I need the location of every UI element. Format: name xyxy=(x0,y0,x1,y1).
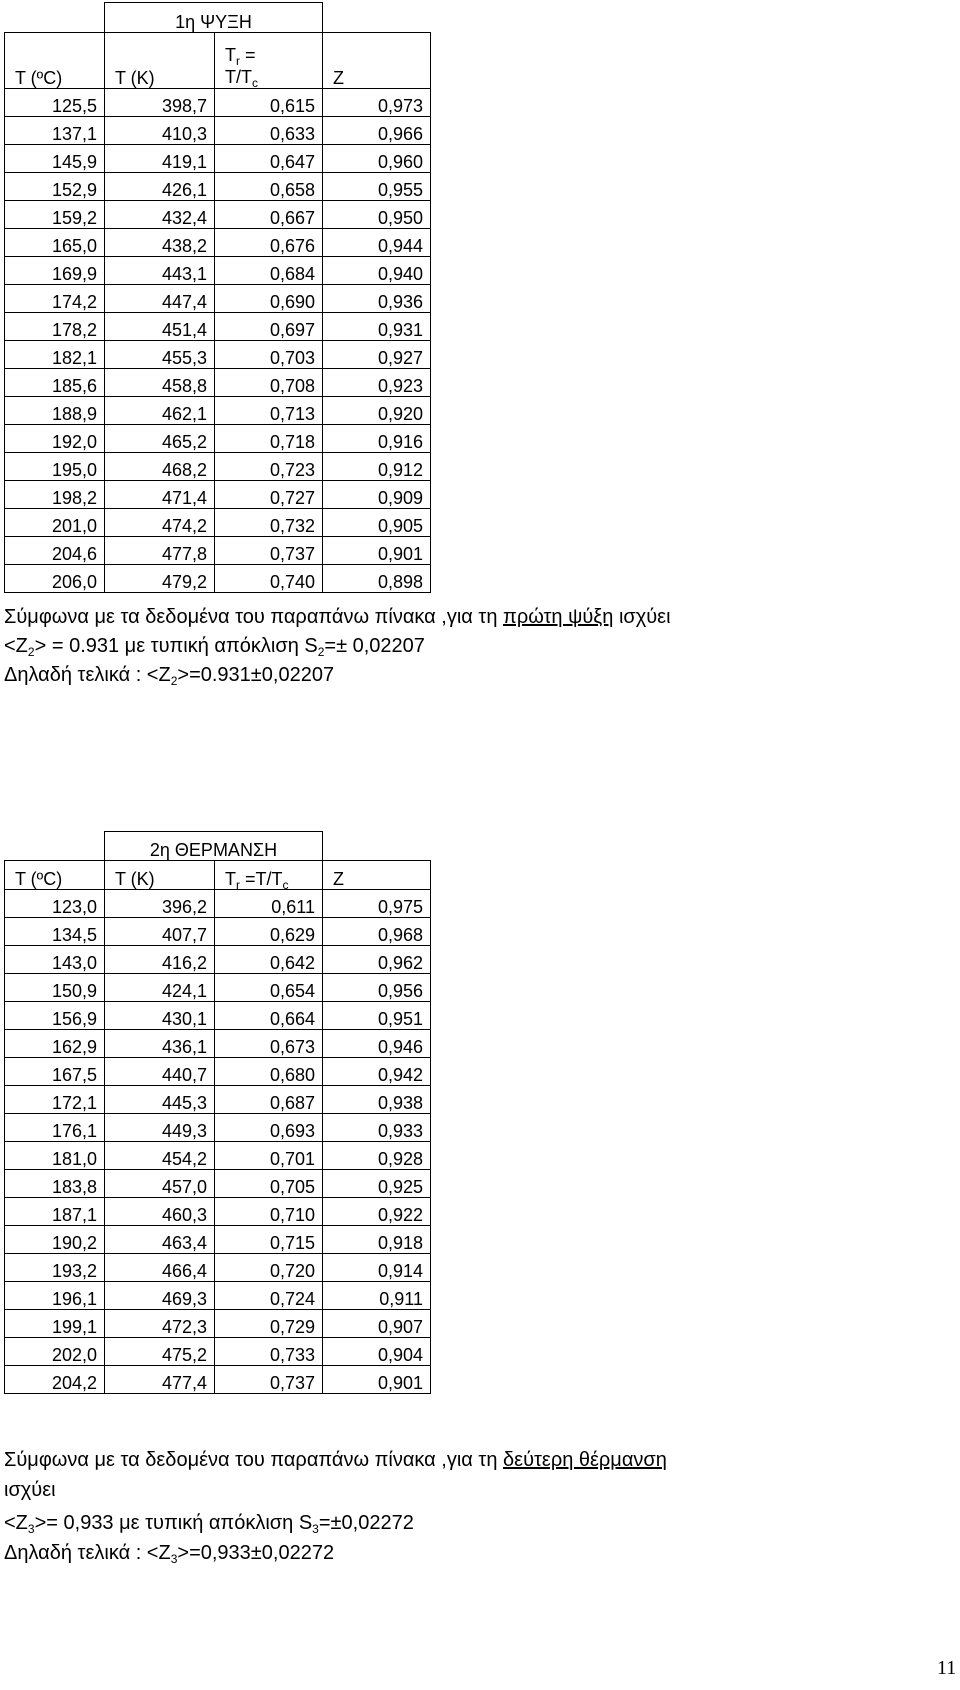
table-cell: 196,1 xyxy=(5,1282,105,1310)
table-cell: 0,912 xyxy=(323,453,431,481)
table-cell: 0,705 xyxy=(215,1170,323,1198)
table-row xyxy=(5,1310,431,1338)
table-cell: 192,0 xyxy=(5,425,105,453)
table-row xyxy=(5,537,431,565)
table-cell: 472,3 xyxy=(105,1310,215,1338)
table-cell: 187,1 xyxy=(5,1198,105,1226)
table-cell: 0,740 xyxy=(215,565,323,593)
table-row xyxy=(5,565,431,593)
table-cell: 0,723 xyxy=(215,453,323,481)
table-row xyxy=(5,1198,431,1226)
table-cell: 0,898 xyxy=(323,565,431,593)
table-row xyxy=(5,1002,431,1030)
table-cell: 436,1 xyxy=(105,1030,215,1058)
table-cell: 466,4 xyxy=(105,1254,215,1282)
table-cell: 0,724 xyxy=(215,1282,323,1310)
table-cell: 0,936 xyxy=(323,285,431,313)
table-cell: 407,7 xyxy=(105,918,215,946)
table-cell: 430,1 xyxy=(105,1002,215,1030)
table-cell: 0,718 xyxy=(215,425,323,453)
table-cell: 0,703 xyxy=(215,341,323,369)
conclusion-line-2: $<Z_2> = 0.931$ με τυπική απόκλιση $S_2=\pm 0,02207$ xyxy=(4,635,425,659)
table-cell: 0,931 xyxy=(323,313,431,341)
table-cell: 460,3 xyxy=(105,1198,215,1226)
table-cell: 468,2 xyxy=(105,453,215,481)
table-cell: 0,973 xyxy=(323,89,431,117)
table-cell: 0,927 xyxy=(323,341,431,369)
header-z: Z xyxy=(323,33,431,89)
table-cell: 0,697 xyxy=(215,313,323,341)
table-row xyxy=(5,425,431,453)
table-cell: 424,1 xyxy=(105,974,215,1002)
table-cell: 445,3 xyxy=(105,1086,215,1114)
table-cell: 143,0 xyxy=(5,946,105,974)
table-cell: 458,8 xyxy=(105,369,215,397)
conclusion-line-2: ισχύει xyxy=(4,1479,56,1501)
table-cell: 0,673 xyxy=(215,1030,323,1058)
table-cell: 0,909 xyxy=(323,481,431,509)
table-cell: 137,1 xyxy=(5,117,105,145)
table-row xyxy=(5,341,431,369)
table-row xyxy=(5,481,431,509)
table-cell: 199,1 xyxy=(5,1310,105,1338)
table-cell: 188,9 xyxy=(5,397,105,425)
table-cell: 204,6 xyxy=(5,537,105,565)
table-cell: 0,901 xyxy=(323,537,431,565)
table-row xyxy=(5,1366,431,1394)
table-cell: 438,2 xyxy=(105,229,215,257)
table-cell: 0,708 xyxy=(215,369,323,397)
table-cell: 190,2 xyxy=(5,1226,105,1254)
table-cell: 0,920 xyxy=(323,397,431,425)
table-row xyxy=(5,890,431,918)
table-cell: 462,1 xyxy=(105,397,215,425)
conclusion-line-1: Σύμφωνα με τα δεδομένα του παραπάνω πίνακα ,για τη πρώτη ψύξη ισχύει xyxy=(4,606,671,628)
table-cell: 178,2 xyxy=(5,313,105,341)
table-cell: 0,737 xyxy=(215,1366,323,1394)
table-cell: 0,975 xyxy=(323,890,431,918)
table-cell: 0,690 xyxy=(215,285,323,313)
header-temp-c: T (ºC) xyxy=(5,861,105,890)
header-temp-k: T (K) xyxy=(105,861,215,890)
table-cell: 0,720 xyxy=(215,1254,323,1282)
table-cell: 134,5 xyxy=(5,918,105,946)
table-cell: 159,2 xyxy=(5,201,105,229)
table-cell: 475,2 xyxy=(105,1338,215,1366)
table-cell: 440,7 xyxy=(105,1058,215,1086)
table-cell: 416,2 xyxy=(105,946,215,974)
table-row xyxy=(5,509,431,537)
table-cell: 0,676 xyxy=(215,229,323,257)
table-row xyxy=(5,89,431,117)
header-reduced-temp: $T_r$ = $T/T_c$ xyxy=(215,33,323,89)
table-cell: 201,0 xyxy=(5,509,105,537)
table-cell: 0,713 xyxy=(215,397,323,425)
table-cell: 410,3 xyxy=(105,117,215,145)
table-cell: 150,9 xyxy=(5,974,105,1002)
table-row xyxy=(5,1338,431,1366)
table-cell: 169,9 xyxy=(5,257,105,285)
table-cell: 0,907 xyxy=(323,1310,431,1338)
table-cell: 0,693 xyxy=(215,1114,323,1142)
table-row xyxy=(5,918,431,946)
table-row xyxy=(5,229,431,257)
table-row xyxy=(5,453,431,481)
conclusion-line-1: Σύμφωνα με τα δεδομένα του παραπάνω πίνακα ,για τη δεύτερη θέρμανση xyxy=(4,1449,667,1471)
conclusion-line-4: Δηλαδή τελικά : $<Z_3>=0,933\pm 0,02272$ xyxy=(4,1542,335,1566)
table-cell: 0,962 xyxy=(323,946,431,974)
table-cell: 426,1 xyxy=(105,173,215,201)
table-cell: 0,687 xyxy=(215,1086,323,1114)
table-cell: 451,4 xyxy=(105,313,215,341)
header-reduced-temp: $T_r =T/T_c$ xyxy=(215,861,323,890)
table-row xyxy=(5,117,431,145)
table-cell: 0,923 xyxy=(323,369,431,397)
table-cell: 174,2 xyxy=(5,285,105,313)
table-cell: 162,9 xyxy=(5,1030,105,1058)
header-temp-k: T (K) xyxy=(105,33,215,89)
table-cell: 0,633 xyxy=(215,117,323,145)
table-cell: 165,0 xyxy=(5,229,105,257)
conclusion-line-3: Δηλαδή τελικά : $<Z_2>=0.931\pm 0,02207$ xyxy=(4,664,335,688)
table-cell: 469,3 xyxy=(105,1282,215,1310)
table-cell: 156,9 xyxy=(5,1002,105,1030)
table-cell: 0,684 xyxy=(215,257,323,285)
table-cell: 479,2 xyxy=(105,565,215,593)
table-cell: 0,944 xyxy=(323,229,431,257)
table-cell: 0,950 xyxy=(323,201,431,229)
table-cell: 0,966 xyxy=(323,117,431,145)
table-cell: 0,951 xyxy=(323,1002,431,1030)
table-row xyxy=(5,946,431,974)
table-cell: 0,727 xyxy=(215,481,323,509)
table-cell: 0,933 xyxy=(323,1114,431,1142)
table-cell: 0,901 xyxy=(323,1366,431,1394)
table-title: 1η ΨΥΞΗ xyxy=(105,3,323,33)
table-cell: 0,647 xyxy=(215,145,323,173)
table-cell: 0,664 xyxy=(215,1002,323,1030)
table-row xyxy=(5,257,431,285)
table-cell: 447,4 xyxy=(105,285,215,313)
table-row xyxy=(5,397,431,425)
table-cell: 0,715 xyxy=(215,1226,323,1254)
table-cell: 0,737 xyxy=(215,537,323,565)
table-cell: 176,1 xyxy=(5,1114,105,1142)
table-cell: 477,4 xyxy=(105,1366,215,1394)
table-cell: 183,8 xyxy=(5,1170,105,1198)
table-cell: 0,710 xyxy=(215,1198,323,1226)
table-row xyxy=(5,1226,431,1254)
table-cell: 0,642 xyxy=(215,946,323,974)
table-row xyxy=(5,369,431,397)
table-cell: 182,1 xyxy=(5,341,105,369)
heating-table xyxy=(4,831,431,1394)
table-cell: 396,2 xyxy=(105,890,215,918)
table-cell: 0,615 xyxy=(215,89,323,117)
table-row xyxy=(5,1030,431,1058)
table-cell: 0,654 xyxy=(215,974,323,1002)
table-row xyxy=(5,313,431,341)
table-row xyxy=(5,1086,431,1114)
table-cell: 0,732 xyxy=(215,509,323,537)
table-row xyxy=(5,1282,431,1310)
table-cell: 0,667 xyxy=(215,201,323,229)
table-cell: 195,0 xyxy=(5,453,105,481)
table-cell: 0,914 xyxy=(323,1254,431,1282)
table-cell: 0,942 xyxy=(323,1058,431,1086)
table-cell: 172,1 xyxy=(5,1086,105,1114)
table-cell: 0,946 xyxy=(323,1030,431,1058)
table-row xyxy=(5,1170,431,1198)
cooling-table xyxy=(4,2,431,593)
table-cell: 474,2 xyxy=(105,509,215,537)
header-temp-c: T (ºC) xyxy=(5,33,105,89)
table-cell: 0,701 xyxy=(215,1142,323,1170)
table-row xyxy=(5,974,431,1002)
table-cell: 202,0 xyxy=(5,1338,105,1366)
table-cell: 0,922 xyxy=(323,1198,431,1226)
table-cell: 0,680 xyxy=(215,1058,323,1086)
header-z: Z xyxy=(323,861,431,890)
table-cell: 457,0 xyxy=(105,1170,215,1198)
table-cell: 463,4 xyxy=(105,1226,215,1254)
table-cell: 0,956 xyxy=(323,974,431,1002)
table-row xyxy=(5,201,431,229)
table-cell: 0,940 xyxy=(323,257,431,285)
table-row xyxy=(5,285,431,313)
conclusion-line-3: $<Z_3>= 0,933$ με τυπική απόκλιση $S_3=\pm 0,02272$ xyxy=(4,1512,414,1536)
table-cell: 0,928 xyxy=(323,1142,431,1170)
table-row xyxy=(5,1058,431,1086)
table-cell: 454,2 xyxy=(105,1142,215,1170)
table-cell: 419,1 xyxy=(105,145,215,173)
table-cell: 0,960 xyxy=(323,145,431,173)
table-cell: 167,5 xyxy=(5,1058,105,1086)
table-title: 2η ΘΕΡΜΑΝΣΗ xyxy=(105,832,323,861)
table-cell: 181,0 xyxy=(5,1142,105,1170)
table-cell: 0,918 xyxy=(323,1226,431,1254)
table-cell: 0,729 xyxy=(215,1310,323,1338)
table-cell: 0,968 xyxy=(323,918,431,946)
table-cell: 477,8 xyxy=(105,537,215,565)
table-cell: 0,955 xyxy=(323,173,431,201)
table-cell: 198,2 xyxy=(5,481,105,509)
table-cell: 0,938 xyxy=(323,1086,431,1114)
page-number: 11 xyxy=(937,1657,957,1679)
table-row xyxy=(5,1254,431,1282)
table-cell: 204,2 xyxy=(5,1366,105,1394)
table-cell: 0,629 xyxy=(215,918,323,946)
table-cell: 185,6 xyxy=(5,369,105,397)
table-cell: 0,658 xyxy=(215,173,323,201)
table-cell: 0,916 xyxy=(323,425,431,453)
table-cell: 0,925 xyxy=(323,1170,431,1198)
table-cell: 125,5 xyxy=(5,89,105,117)
table-cell: 145,9 xyxy=(5,145,105,173)
table-cell: 206,0 xyxy=(5,565,105,593)
table-cell: 0,904 xyxy=(323,1338,431,1366)
table-row xyxy=(5,173,431,201)
table-cell: 398,7 xyxy=(105,89,215,117)
table-row xyxy=(5,1114,431,1142)
table-cell: 443,1 xyxy=(105,257,215,285)
table-cell: 471,4 xyxy=(105,481,215,509)
table-cell: 449,3 xyxy=(105,1114,215,1142)
table-row xyxy=(5,1142,431,1170)
table-cell: 123,0 xyxy=(5,890,105,918)
table-cell: 0,911 xyxy=(323,1282,431,1310)
table-cell: 0,611 xyxy=(215,890,323,918)
table-cell: 0,905 xyxy=(323,509,431,537)
table-cell: 0,733 xyxy=(215,1338,323,1366)
table-cell: 432,4 xyxy=(105,201,215,229)
table-row xyxy=(5,145,431,173)
table-cell: 465,2 xyxy=(105,425,215,453)
table-cell: 455,3 xyxy=(105,341,215,369)
table-cell: 152,9 xyxy=(5,173,105,201)
table-cell: 193,2 xyxy=(5,1254,105,1282)
